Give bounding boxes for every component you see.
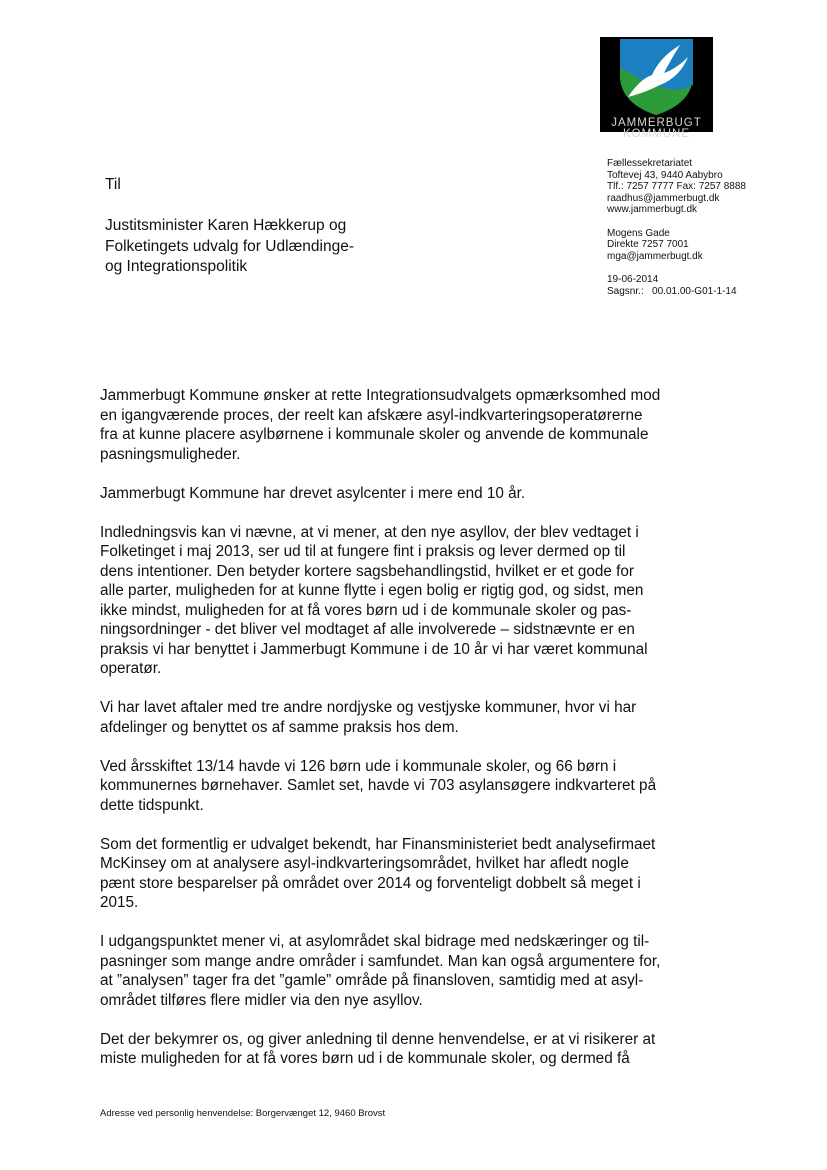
seagull-shield-icon: [600, 37, 713, 117]
case-number: 00.01.00-G01-1-14: [652, 285, 737, 297]
paragraph-line: alle parter, muligheden for at kunne flytte i egen bolig er rigtig god, og sidst, men: [100, 582, 644, 599]
paragraph-line: pænt store besparelser på området over 2014 og forventeligt dobbelt så meget i: [100, 874, 641, 892]
sender-web: www.jammerbugt.dk: [607, 204, 698, 216]
logo-line-2: KOMMUNE: [622, 128, 691, 140]
sender-info: [607, 158, 746, 297]
paragraph-line: kommunernes børnehaver. Samlet set, havde vi 703 asylansøgere indkvarteret på: [100, 777, 657, 794]
paragraph-line: I udgangspunktet mener vi, at asylområdet skal bidrage med nedskæringer og til-: [100, 933, 650, 950]
paragraph-line: Det der bekymrer os, og giver anledning til denne henvendelse, er at vi risikerer at: [100, 1030, 656, 1048]
body-paragraph: [100, 484, 740, 504]
case-label: Sagsnr.:: [607, 285, 644, 297]
paragraph-line: Vi har lavet aftaler med tre andre nordjyske og vestjyske kommuner, hvor vi har: [100, 699, 637, 716]
paragraph-line: området tilføres flere midler via den nye asyllov.: [100, 991, 423, 1009]
paragraph-line: ningsordninger - det bliver vel modtaget af alle involverede – sidstnævnte er en: [100, 621, 635, 638]
paragraph-line: afdelinger og benyttet os af samme praksis hos dem.: [100, 718, 459, 736]
paragraph-line: pasningsmuligheder.: [100, 445, 241, 463]
paragraph-line: Jammerbugt Kommune har drevet asylcenter i mere end 10 år.: [100, 484, 526, 502]
sender-address: Toftevej 43, 9440 Aabybro: [607, 169, 723, 181]
to-label: Til: [105, 176, 121, 193]
contact-direct: Direkte 7257 7001: [607, 239, 689, 251]
paragraph-line: praksis vi har benyttet i Jammerbugt Kommune i de 10 år vi har været kommunal: [100, 640, 648, 658]
recipient-line: og Integrationspolitik: [105, 258, 248, 275]
recipient-line: Folketingets udvalg for Udlændinge-: [105, 237, 354, 255]
recipient-line: Justitsminister Karen Hækkerup og: [105, 217, 347, 234]
footer-address: Adresse ved personlig henvendelse: Borgervænget 12, 9460 Brovst: [100, 1108, 386, 1119]
body-paragraph: [100, 932, 740, 1010]
contact-name: Mogens Gade: [607, 227, 670, 239]
body-paragraph: [100, 757, 740, 816]
paragraph-line: Folketinget i maj 2013, ser ud til at fungere fint i praksis og lever dermed op til: [100, 543, 626, 560]
paragraph-line: 2015.: [100, 894, 139, 911]
municipality-logo: [600, 37, 713, 140]
paragraph-line: pasninger som mange andre områder i samfundet. Man kan også argumentere for,: [100, 952, 661, 970]
sender-phone-fax: Tlf.: 7257 7777 Fax: 7257 8888: [607, 181, 746, 193]
case-number-line: [607, 286, 746, 298]
paragraph-line: Som det formentlig er udvalget bekendt, har Finansministeriet bedt analysefirmaet: [100, 835, 656, 853]
letter-date: 19-06-2014: [607, 273, 659, 285]
paragraph-line: fra at kunne placere asylbørnene i kommunale skoler og anvende de kommunale: [100, 426, 649, 443]
body-paragraph: [100, 1030, 740, 1069]
letter-body: [100, 386, 740, 1088]
contact-email: mga@jammerbugt.dk: [607, 250, 703, 262]
sender-email: raadhus@jammerbugt.dk: [607, 192, 720, 204]
body-paragraph: [100, 386, 740, 464]
paragraph-line: Indledningsvis kan vi nævne, at vi mener, at den nye asyllov, der blev vedtaget i: [100, 523, 639, 541]
paragraph-line: Ved årsskiftet 13/14 havde vi 126 børn ude i kommunale skoler, og 66 børn i: [100, 757, 617, 775]
body-paragraph: [100, 698, 740, 737]
paragraph-line: ikke mindst, muligheden for at få vores børn ud i de kommunale skoler og pas-: [100, 601, 632, 619]
sender-department: Fællessekretariatet: [607, 158, 693, 169]
paragraph-line: Jammerbugt Kommune ønsker at rette Integrationsudvalgets opmærksomhed mod: [100, 387, 661, 404]
paragraph-line: miste muligheden for at få vores børn ud i de kommunale skoler, og dermed få: [100, 1050, 630, 1067]
paragraph-line: en igangværende proces, der reelt kan afskære asyl-indkvarteringsoperatørerne: [100, 406, 643, 424]
paragraph-line: dens intentioner. Den betyder kortere sagsbehandlingstid, hvilket er et gode for: [100, 562, 635, 580]
body-paragraph: [100, 523, 740, 679]
paragraph-line: at ”analysen” tager fra det ”gamle” område på finansloven, samtidig med at asyl-: [100, 972, 644, 989]
paragraph-line: McKinsey om at analysere asyl-indkvarteringsområdet, hvilket har afledt nogle: [100, 855, 629, 872]
logo-line-1: JAMMERBUGT: [611, 117, 702, 129]
paragraph-line: dette tidspunkt.: [100, 796, 204, 814]
paragraph-line: operatør.: [100, 660, 162, 677]
body-paragraph: [100, 835, 740, 913]
recipient-block: [105, 216, 354, 278]
